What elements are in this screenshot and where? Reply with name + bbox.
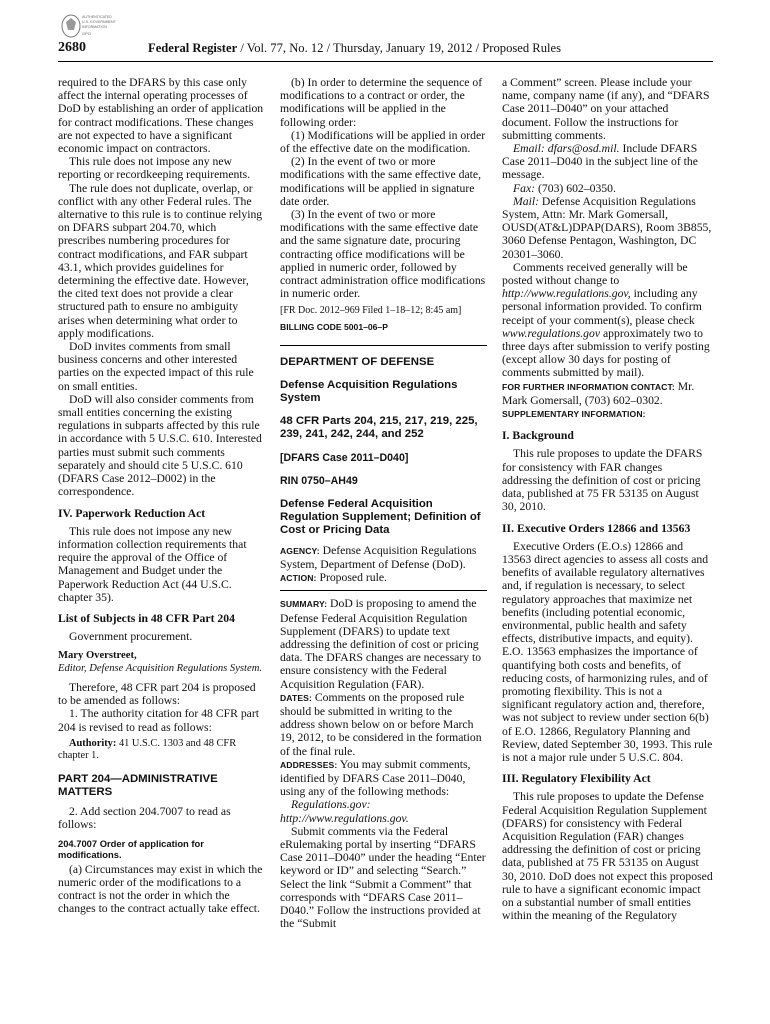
agency-department: DEPARTMENT OF DEFENSE [280,355,435,368]
paragraph: This rule proposes to update the Defense Federal Acquisition Regulation Supplement (DFARS) for consistency with Federal Acquisition Regulation (FAR) changes addressing the definition of cost or pricing data, published at 75 FR 53135 on August 30, 2010. DoD does not expect this proposed rule to have a significant economic impact on a substantial number of small entities within the meaning of the Regulatory [502,790,713,923]
part-heading: PART 204—ADMINISTRATIVE MATTERS [58,772,218,799]
paragraph: The rule does not duplicate, overlap, or conflict with any other Federal rules. The alternative to this rule is to continue relying on DFARS subpart 204.70, which prescribes numbering procedures for contract modifications, and FAR subpart 43.1, which provides guidelines for determining the effective date. However, the cited text does not provide a clear structured path to ensure no ambiguity arises when determining what order to apply modifications. [58,181,263,340]
authority-citation: Authority: 41 U.S.C. 1303 and 48 CFR chapter 1. [58,737,237,762]
paragraph: (b) In order to determine the sequence of modifications to a contract or order, the modifications will be applied in the following order: [280,76,483,129]
action-line: ACTION: Proposed rule. [280,571,387,585]
column-3 [502,76,713,922]
section-heading-background: I. Background [502,429,574,443]
rin-number: RIN 0750–AH49 [280,474,358,487]
paragraph: DoD invites comments from small business concerns and other interested parties on the expected impact of this rule on small entities. [58,340,254,393]
email-line: Email: dfars@osd.mil. Include DFARS Case 2011–D040 in the subject line of the message. [502,142,698,182]
paragraph: This rule does not impose any new reporting or recordkeeping requirements. [58,155,251,182]
paragraph: (a) Circumstances may exist in which the numeric order of the modifications to a contract is not the order in which the changes to the contract actually take effect. [58,862,263,916]
section-heading-204-7007: 204.7007 Order of application for modifications. [58,837,204,861]
fr-doc-line: [FR Doc. 2012–969 Filed 1–18–12; 8:45 am] [280,305,462,317]
paragraph: Therefore, 48 CFR part 204 is proposed to be amended as follows: [58,681,256,708]
paragraph: (3) In the event of two or more modifications with the same effective date and the same signature date, procuring contracting office modifications will be applied in numeric order, followed by contract administration office modifications in numeric order. [280,208,486,301]
section-heading-subjects: List of Subjects in 48 CFR Part 204 [58,611,235,625]
paragraph: Executive Orders (E.O.s) 12866 and 13563 direct agencies to assess all costs and benefits of available regulatory alternatives and, if regulation is necessary, to select regulatory approaches that maximize net benefits (including potential economic, environmental, public health and safety effects, distributive impacts, and equity). E.O. 13563 emphasizes the importance of quantifying both costs and benefits, of reducing costs, of harmonizing rules, and of promoting flexibility. This is not a significant regulatory action and, therefore, was not subject to review under section 6(b) of E.O. 12866, Regulatory Planning and Review, dated September 30, 1993. This rule is not a major rule under 5 U.S.C. 804. [502,539,713,764]
paragraph: Government procurement. [69,630,193,644]
agency-subagency: Defense Acquisition Regulations System [280,378,458,405]
paragraph: This rule proposes to update the DFARS for consistency with FAR changes addressing the definition of cost or pricing data, published at 75 FR 53135 on August 30, 2010. [502,447,703,514]
gpo-authentication-seal-icon [60,12,116,40]
svg-text:INFORMATION: INFORMATION [82,25,107,29]
column-2 [280,76,487,930]
paragraph: DoD will also consider comments from small entities concerning the existing regulations in subparts affected by this rule in accordance with 5 U.S.C. 610. Interested parties must submit such comments separately and should cite 5 U.S.C. 610 (DFARS Case 2012–D002) in the correspondence. [58,392,262,499]
paragraph: 2. Add section 204.7007 to read as follows: [58,805,231,832]
svg-text:U.S. GOVERNMENT: U.S. GOVERNMENT [82,20,116,24]
comments-paragraph: Comments received generally will be posted without change to http://www.regulations.gov, including any personal information provided. To confirm receipt of your comment(s), please check www.regulations.gov approximately two to three days after submission to verify posting (except allow 30 days for posting of comments submitted by mail). [502,260,710,380]
publication-title: Federal Register / Vol. 77, No. 12 / Thursday, January 19, 2012 / Proposed Rules [148,41,561,55]
page-number: 2680 [58,40,86,55]
signer-title: Editor, Defense Acquisition Regulations System. [58,662,263,674]
paragraph: (2) In the event of two or more modifications with the same effective date, modifications will be applied in signature date order. [280,155,481,208]
column-1 [58,76,265,915]
cfr-parts: 48 CFR Parts 204, 215, 217, 219, 225, 239, 241, 242, 244, and 252 [280,415,478,441]
docket-number: [DFARS Case 2011–D040] [280,451,409,464]
contact-line: FOR FURTHER INFORMATION CONTACT: Mr. Mark Gomersall, (703) 602–0302. [502,379,695,407]
section-heading-regulatory-flexibility: III. Regulatory Flexibility Act [502,772,651,786]
divider [280,345,487,346]
mail-line: Mail: Defense Acquisition Regulations System, Attn: Mr. Mark Gomersall, OUSD(AT&L)DPAP(DARS), Room 3B855, 3060 Defense Pentagon, Washington, DC 20301–3060. [502,194,712,261]
paragraph: This rule does not impose any new information collection requirements that require the approval of the Office of Management and Budget under the Paperwork Reduction Act (44 U.S.C. chapter 35). [58,524,247,604]
regulations-gov-link[interactable]: Regulations.gov: http://www.regulations.gov. [280,798,409,825]
signer-name: Mary Overstreet, [58,650,137,662]
billing-code: BILLING CODE 5001–06–P [280,322,388,333]
svg-text:AUTHENTICATED: AUTHENTICATED [82,15,112,19]
paragraph: (1) Modifications will be applied in order of the effective date on the modification. [280,128,486,156]
dates: DATES: Comments on the proposed rule should be submitted in writing to the address shown below on or before March 19, 2012, to be considered in the formation of the final rule. [280,690,482,758]
supplementary-label: SUPPLEMENTARY INFORMATION: [502,409,646,420]
header-rule [58,61,713,62]
paragraph: 1. The authority citation for 48 CFR part 204 is revised to read as follows: [58,707,260,734]
addresses: ADDRESSES: You may submit comments, identified by DFARS Case 2011–D040, using any of the following methods: [280,757,471,799]
agency-line: AGENCY: Defense Acquisition Regulations System, Department of Defense (DoD). [280,543,477,571]
page-header [58,40,713,58]
section-heading-executive-orders: II. Executive Orders 12866 and 13563 [502,521,691,535]
paragraph: a Comment” screen. Please include your name, company name (if any), and “DFARS Case 2011–D040” on your attached document. Follow the instructions for submitting comments. [502,76,710,142]
svg-text:GPO: GPO [82,31,91,36]
paragraph: Submit comments via the Federal eRulemaking portal by inserting “DFARS Case 2011–D040” under the heading “Enter keyword or ID” and selecting “Search.” Select the link “Submit a Comment” that corresponds with “DFARS Case 2011–D040.” Follow the instructions provided at the “Submit [280,824,486,931]
divider [280,590,487,591]
summary: SUMMARY: DoD is proposing to amend the Defense Federal Acquisition Regulation Supplement (DFARS) to update text addressing the definition of cost or pricing data. The DFARS changes are necessary to ensure consistency with the Federal Acquisition Regulation (FAR). [280,597,482,691]
fax-line: Fax: (703) 602–0350. [513,181,616,195]
section-heading-paperwork: IV. Paperwork Reduction Act [58,506,206,520]
paragraph: required to the DFARS by this case only affect the internal operating processes of DoD by establishing an order of application for contract modifications. These changes are not expected to have a significant economic impact on contractors. [58,76,264,156]
regulations-gov-link[interactable]: www.regulations.gov [502,326,601,340]
regulations-gov-link[interactable]: http://www.regulations.gov, [502,287,631,301]
rule-title: Defense Federal Acquisition Regulation Supplement; Definition of Cost or Pricing Data [280,498,481,537]
